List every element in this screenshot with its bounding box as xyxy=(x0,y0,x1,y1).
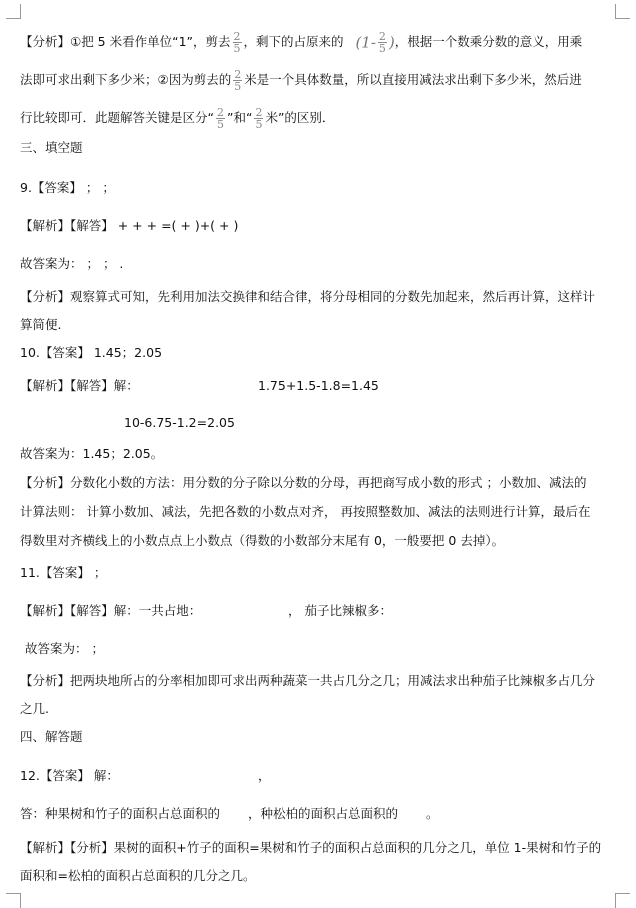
q9-solution: 【解析】【解答】 + + + =( + )+( + ) xyxy=(20,218,239,233)
corner-mark-bottom-left xyxy=(6,893,21,908)
fraction-numerator: 2 xyxy=(216,106,224,119)
section-heading-fill-blank: 三、填空题 xyxy=(20,140,83,155)
q12-analysis-line-2: 面积和=松柏的面积占总面积的几分之几。 xyxy=(20,868,256,883)
fraction xyxy=(378,31,387,54)
q10-calc-2: 10-6.75-1.2=2.05 xyxy=(124,415,235,430)
paren-close: ) xyxy=(388,33,395,52)
fraction-denominator: 5 xyxy=(255,118,263,131)
q12-answer-a: 12.【答案】 解： xyxy=(20,768,119,783)
corner-mark-top-right xyxy=(615,4,630,19)
analysis-line-1 xyxy=(20,31,582,54)
text-span: 米是一个具体数量，所以直接用减法求出剩下多少米，然后进 xyxy=(244,72,582,87)
text-span: ，根据一个数乘分数的意义，用乘 xyxy=(394,34,583,49)
text-span: 。 xyxy=(426,806,439,821)
q11-final-answer: 故答案为： ； xyxy=(25,641,104,656)
analysis-line-3 xyxy=(20,107,334,130)
paren-open: (1- xyxy=(355,33,376,52)
fraction-denominator: 5 xyxy=(378,42,386,55)
fraction-denominator: 5 xyxy=(234,80,242,93)
fraction-denominator: 5 xyxy=(233,42,241,55)
q12-answer-b: ， xyxy=(258,768,271,783)
q11-analysis-line-1: 【分析】把两块地所占的分率相加即可求出两种蔬菜一共占几分之几；用减法求出种茄子比辣椒多占几分 xyxy=(20,673,596,688)
text-span: 答：种果树和竹子的面积占总面积的 xyxy=(20,806,221,821)
q12-analysis-line-1: 【解析】【分析】果树的面积+竹子的面积=果树和竹子的面积占总面积的几分之几，单位 1-果树和竹子的 xyxy=(20,840,602,855)
q10-final-answer: 故答案为：1.45；2.05。 xyxy=(20,446,164,461)
text-span: 行比较即可．此题解答关键是区分“ xyxy=(20,110,214,125)
fraction xyxy=(216,107,225,130)
fraction-numerator: 2 xyxy=(378,30,386,43)
q10-solution: 【解析】【解答】解： xyxy=(20,378,139,393)
fraction xyxy=(233,31,242,54)
q11-analysis-line-2: 之几. xyxy=(20,701,49,716)
text-span: 米”的区别． xyxy=(265,110,335,125)
fraction-denominator: 5 xyxy=(216,118,224,131)
q9-answer: 9.【答案】 ； ； xyxy=(20,180,115,195)
q9-final-answer: 故答案为： ； ； . xyxy=(20,256,124,271)
q11-solution-a: 【解析】【解答】解：一共占地： xyxy=(20,603,202,618)
fraction xyxy=(233,69,242,92)
analysis-line-2 xyxy=(20,69,582,92)
q10-analysis-line-2: 计算法则： 计算小数加、减法，先把各数的小数点对齐， 再按照整数加、减法的法则进行计算，最后在 xyxy=(20,504,591,519)
text-span: 法即可求出剩下多少米；②因为剪去的 xyxy=(20,72,232,87)
fraction-numerator: 2 xyxy=(233,30,241,43)
q12-response xyxy=(20,806,439,822)
q10-answer: 10.【答案】 1.45；2.05 xyxy=(20,345,163,360)
text-span: ，种松柏的面积占总面积的 xyxy=(248,806,399,821)
fraction-numerator: 2 xyxy=(255,106,263,119)
text-span: 【分析】①把 5 米看作单位“1”，剪去 xyxy=(20,34,231,49)
section-heading-solve: 四、解答题 xyxy=(20,729,83,744)
q11-answer: 11.【答案】 ； xyxy=(20,565,107,580)
q10-analysis-line-3: 得数里对齐横线上的小数点点上小数点（得数的小数部分末尾有 0，一般要把 0 去掉）。 xyxy=(20,533,505,548)
text-span: ”和“ xyxy=(226,110,253,125)
corner-mark-top-left xyxy=(6,4,21,19)
q9-analysis-line-2: 算简便. xyxy=(20,317,62,332)
fraction-numerator: 2 xyxy=(234,68,242,81)
q11-solution-b: ， 茄子比辣椒多： xyxy=(288,603,392,618)
text-span: ，剩下的占原来的 xyxy=(243,34,344,49)
q10-analysis-line-1: 【分析】分数化小数的方法：用分数的分子除以分数的分母，再把商写成小数的形式 ；小数加、减法的 xyxy=(20,475,587,490)
fraction xyxy=(254,107,263,130)
q10-calc-1: 1.75+1.5-1.8=1.45 xyxy=(258,378,379,393)
q9-analysis-line-1: 【分析】观察算式可知，先利用加法交换律和结合律，将分母相同的分数先加起来，然后再计算，这样计 xyxy=(20,289,596,304)
corner-mark-bottom-right xyxy=(615,893,630,908)
